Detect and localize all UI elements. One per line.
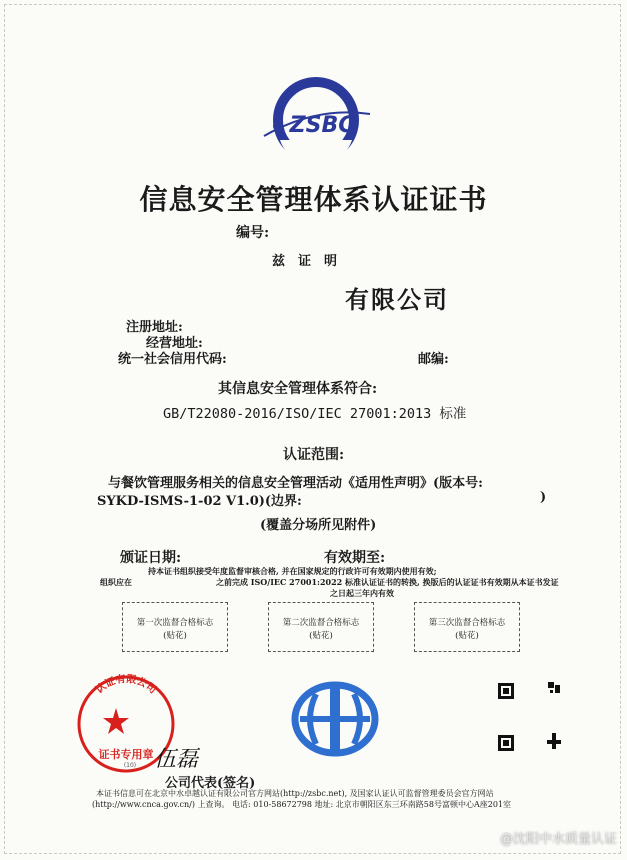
surveillance-box-2 — [268, 602, 374, 652]
qr-code-icon — [546, 733, 562, 749]
qr-code-icon — [498, 735, 514, 751]
scope-line-3: (覆盖分场所见附件) — [260, 518, 377, 533]
surveillance-box-1 — [122, 602, 228, 652]
footer-line-2: (http://www.cnca.gov.cn/) 上查询。 电话: 010-58672798 地址: 北京市朝阳区东三环南路58号富顿中心A座201室 — [92, 800, 511, 809]
signature — [150, 742, 220, 772]
seal-bottom-text: 证书专用章 — [98, 748, 154, 761]
seal-top-text: 认证有限公司 — [93, 674, 159, 697]
scope-line-2-end: ) — [540, 490, 547, 505]
zsbc-logo-icon — [258, 70, 374, 172]
scope-line-1: 与餐饮管理服务相关的信息安全管理活动《适用性声明》(版本号: — [108, 476, 483, 491]
surveillance-box-1-note: (贴花) — [163, 631, 187, 641]
scope-line-2: SYKD-ISMS-1-02 V1.0)(边界: — [97, 494, 302, 509]
representative-label: 公司代表(签名) — [165, 776, 256, 791]
standard-line: GB/T22080-2016/ISO/IEC 27001:2013 标准 — [163, 406, 467, 422]
postcode-label: 邮编: — [418, 352, 449, 367]
seal-note: (10) — [123, 762, 137, 769]
surveillance-box-2-note: (贴花) — [309, 631, 333, 641]
surveillance-box-3-title: 第三次监督合格标志 — [428, 618, 506, 628]
business-address-label: 经营地址: — [146, 336, 203, 351]
surveillance-box-3 — [414, 602, 520, 652]
footer-line-1: 本证书信息可在北京中水卓越认证有限公司官方网站(http://zsbc.net), 及国家认证认可监督管理委员会官方网站 — [96, 789, 494, 798]
registered-address-label: 注册地址: — [126, 320, 183, 335]
surveillance-box-3-note: (贴花) — [455, 631, 479, 641]
signature-text: 伍磊 — [154, 747, 199, 772]
surveillance-box-2-title: 第二次监督合格标志 — [282, 618, 360, 628]
issue-date-label: 颁证日期: — [120, 550, 182, 566]
logo-text: ZSBC — [289, 113, 355, 138]
validity-note-1: 持本证书组织接受年度监督审核合格, 并在国家规定的行政许可有效期内使用有效; — [148, 566, 437, 576]
credit-code-label: 统一社会信用代码: — [118, 352, 227, 367]
validity-note-2: 之前完成 ISO/IEC 27001:2022 标准认证证书的转换, 换版后的认证证书有效期从本证书发证 — [216, 577, 559, 587]
watermark: @沈阳中水质量认证 — [499, 832, 617, 847]
cert-number-label: 编号: — [236, 225, 270, 241]
qr-code-icon — [498, 683, 514, 699]
conformity-line: 其信息安全管理体系符合: — [218, 381, 378, 397]
company-name: 有限公司 — [345, 286, 449, 314]
certificate-title: 信息安全管理体系认证证书 — [139, 183, 488, 216]
validity-note-3: 之日起三年内有效 — [330, 588, 394, 598]
qr-code-icon — [546, 680, 562, 696]
surveillance-box-1-title: 第一次监督合格标志 — [136, 618, 214, 628]
hereby-certify: 兹 证 明 — [272, 254, 338, 269]
valid-until-label: 有效期至: — [324, 550, 386, 566]
accreditation-emblem-icon — [290, 680, 380, 758]
org-label: 组织应在 — [100, 577, 132, 587]
scope-label: 认证范围: — [283, 447, 345, 463]
